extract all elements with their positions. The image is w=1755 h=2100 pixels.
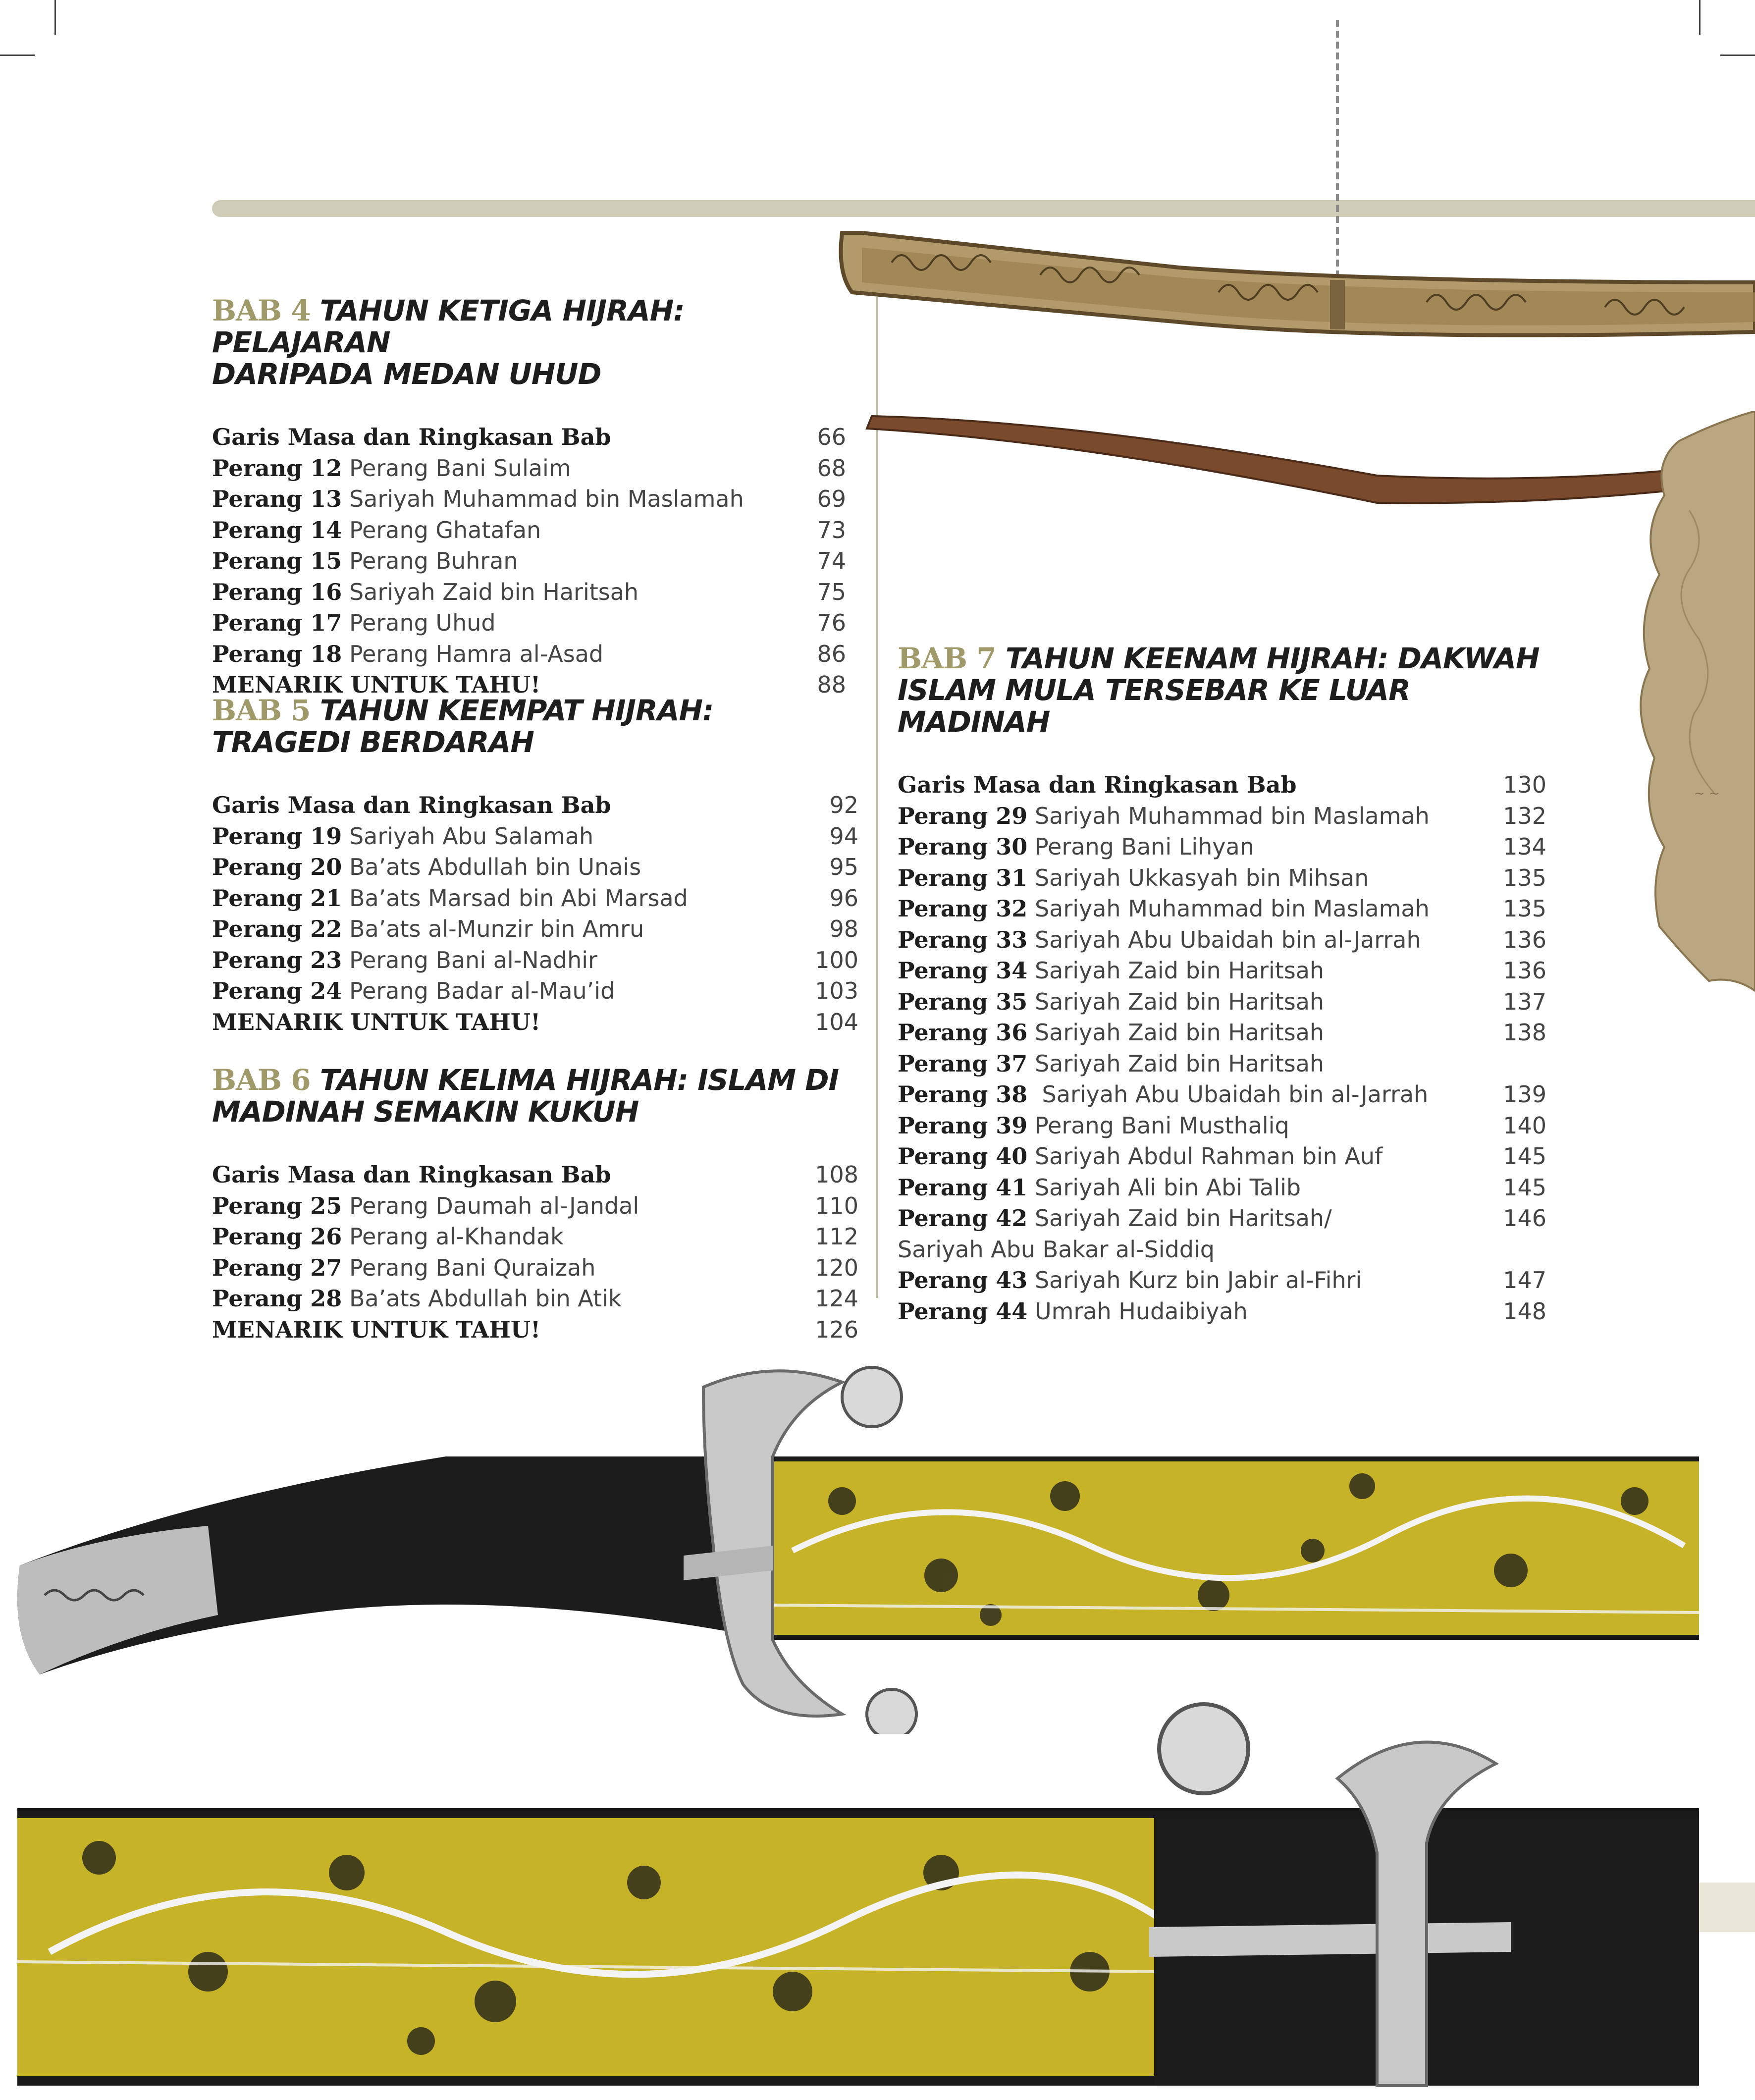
- toc-entry[interactable]: Perang 37 Sariyah Zaid bin Haritsah: [898, 1050, 1325, 1077]
- toc-entry[interactable]: Garis Masa dan Ringkasan Bab 108: [212, 1161, 858, 1188]
- toc-entry[interactable]: Perang 32 Sariyah Muhammad bin Maslamah 135: [898, 895, 1546, 922]
- chapter-bab-4: [212, 295, 846, 700]
- toc-entry[interactable]: MENARIK UNTUK TAHU! 126: [212, 1316, 858, 1343]
- toc-entry[interactable]: Perang 39 Perang Bani Musthaliq 140: [898, 1112, 1546, 1139]
- toc-entry[interactable]: Perang 33 Sariyah Abu Ubaidah bin al-Jarrah 136: [898, 926, 1546, 953]
- chapter-number: BAB 6: [212, 1063, 311, 1097]
- toc-entry[interactable]: Perang 25 Perang Daumah al-Jandal 110: [212, 1192, 858, 1219]
- chapter-heading: [212, 1064, 858, 1128]
- toc-entry[interactable]: Perang 35 Sariyah Zaid bin Haritsah 137: [898, 988, 1546, 1015]
- toc-entry[interactable]: Perang 28 Ba’ats Abdullah bin Atik 124: [212, 1285, 858, 1312]
- toc-entry[interactable]: Perang 24 Perang Badar al-Mau’id 103: [212, 977, 858, 1004]
- toc-entry[interactable]: Perang 36 Sariyah Zaid bin Haritsah 138: [898, 1019, 1546, 1046]
- saber-image-2: [0, 1694, 1755, 2100]
- chapter-title-line: TRAGEDI BERDARAH: [212, 725, 534, 759]
- toc-entry[interactable]: Perang 42 Sariyah Zaid bin Haritsah/ 146: [898, 1205, 1546, 1232]
- crop-mark: [54, 0, 56, 35]
- toc-entry[interactable]: Perang 40 Sariyah Abdul Rahman bin Auf 145: [898, 1143, 1546, 1170]
- toc-entry[interactable]: Garis Masa dan Ringkasan Bab 66: [212, 424, 846, 450]
- crop-mark: [0, 54, 35, 56]
- chapter-number: BAB 7: [898, 642, 996, 675]
- toc-entry[interactable]: Perang 34 Sariyah Zaid bin Haritsah 136: [898, 957, 1546, 984]
- chapter-title-line: TAHUN KELIMA HIJRAH: ISLAM DI: [319, 1063, 839, 1097]
- toc-entry[interactable]: Perang 22 Ba’ats al-Munzir bin Amru 98: [212, 915, 858, 942]
- toc-entry[interactable]: Perang 44 Umrah Hudaibiyah 148: [898, 1297, 1546, 1325]
- toc-entry[interactable]: Perang 27 Perang Bani Quraizah 120: [212, 1254, 858, 1281]
- toc-entry[interactable]: Perang 14 Perang Ghatafan 73: [212, 516, 846, 543]
- toc-entry[interactable]: MENARIK UNTUK TAHU! 104: [212, 1008, 858, 1035]
- chapter-number: BAB 4: [212, 294, 311, 327]
- toc-entry[interactable]: Perang 41 Sariyah Ali bin Abi Talib 145: [898, 1174, 1546, 1201]
- toc-entry[interactable]: Perang 15 Perang Buhran 74: [212, 547, 846, 574]
- toc-entry[interactable]: Perang 26 Perang al-Khandak 112: [212, 1223, 858, 1250]
- chapter-bab-5: [212, 695, 858, 1037]
- toc-entry-continuation[interactable]: Sariyah Abu Bakar al-Siddiq: [898, 1236, 1215, 1263]
- toc-entry[interactable]: Perang 13 Sariyah Muhammad bin Maslamah 69: [212, 485, 846, 512]
- toc-entry[interactable]: Perang 16 Sariyah Zaid bin Haritsah 75: [212, 578, 846, 605]
- chapter-title-line: ISLAM MULA TERSEBAR KE LUAR MADINAH: [898, 673, 1410, 739]
- toc-entry[interactable]: Perang 17 Perang Uhud 76: [212, 609, 846, 636]
- chapter-heading: [212, 695, 858, 758]
- toc-entry[interactable]: Perang 43 Sariyah Kurz bin Jabir al-Fihri 147: [898, 1267, 1546, 1293]
- toc-entry[interactable]: Perang 29 Sariyah Muhammad bin Maslamah 132: [898, 802, 1546, 829]
- chapter-bab-6: [212, 1064, 858, 1345]
- saber-image-1: [0, 1338, 1755, 1734]
- toc-entry[interactable]: Perang 19 Sariyah Abu Salamah 94: [212, 822, 858, 850]
- chapter-heading: [212, 295, 846, 390]
- chapter-title-line: TAHUN KEENAM HIJRAH: DAKWAH: [1005, 642, 1540, 675]
- toc-entry[interactable]: Perang 23 Perang Bani al-Nadhir 100: [212, 946, 858, 973]
- svg-text:~ ~: ~ ~: [1694, 786, 1720, 801]
- chapter-heading: [898, 643, 1546, 738]
- toc-entry[interactable]: Perang 20 Ba’ats Abdullah bin Unais 95: [212, 854, 858, 880]
- toc-entry[interactable]: Garis Masa dan Ringkasan Bab 92: [212, 792, 858, 818]
- toc-entry[interactable]: Perang 30 Perang Bani Lihyan 134: [898, 833, 1546, 860]
- chapter-title-line: DARIPADA MEDAN UHUD: [212, 357, 601, 391]
- toc-entry[interactable]: Perang 18 Perang Hamra al-Asad 86: [212, 640, 846, 667]
- chapter-bab-7: [898, 643, 1546, 1327]
- toc-entry[interactable]: Perang 21 Ba’ats Marsad bin Abi Marsad 96: [212, 884, 858, 912]
- toc-entry[interactable]: Perang 31 Sariyah Ukkasyah bin Mihsan 135: [898, 864, 1546, 891]
- chapter-title-line: MADINAH SEMAKIN KUKUH: [212, 1095, 639, 1129]
- sword-scabbard-image: [832, 15, 1755, 560]
- chapter-number: BAB 5: [212, 694, 311, 727]
- parchment-image: [1620, 411, 1755, 1006]
- toc-entry[interactable]: MENARIK UNTUK TAHU! 88: [212, 671, 846, 698]
- chapter-title-line: TAHUN KEEMPAT HIJRAH:: [319, 694, 714, 727]
- toc-entry[interactable]: Perang 12 Perang Bani Sulaim 68: [212, 454, 846, 482]
- chapter-title-line: TAHUN KETIGA HIJRAH: PELAJARAN: [212, 294, 685, 359]
- toc-entry[interactable]: Perang 38 Sariyah Abu Ubaidah bin al-Jarrah 139: [898, 1081, 1546, 1108]
- toc-entry[interactable]: Garis Masa dan Ringkasan Bab 130: [898, 771, 1546, 798]
